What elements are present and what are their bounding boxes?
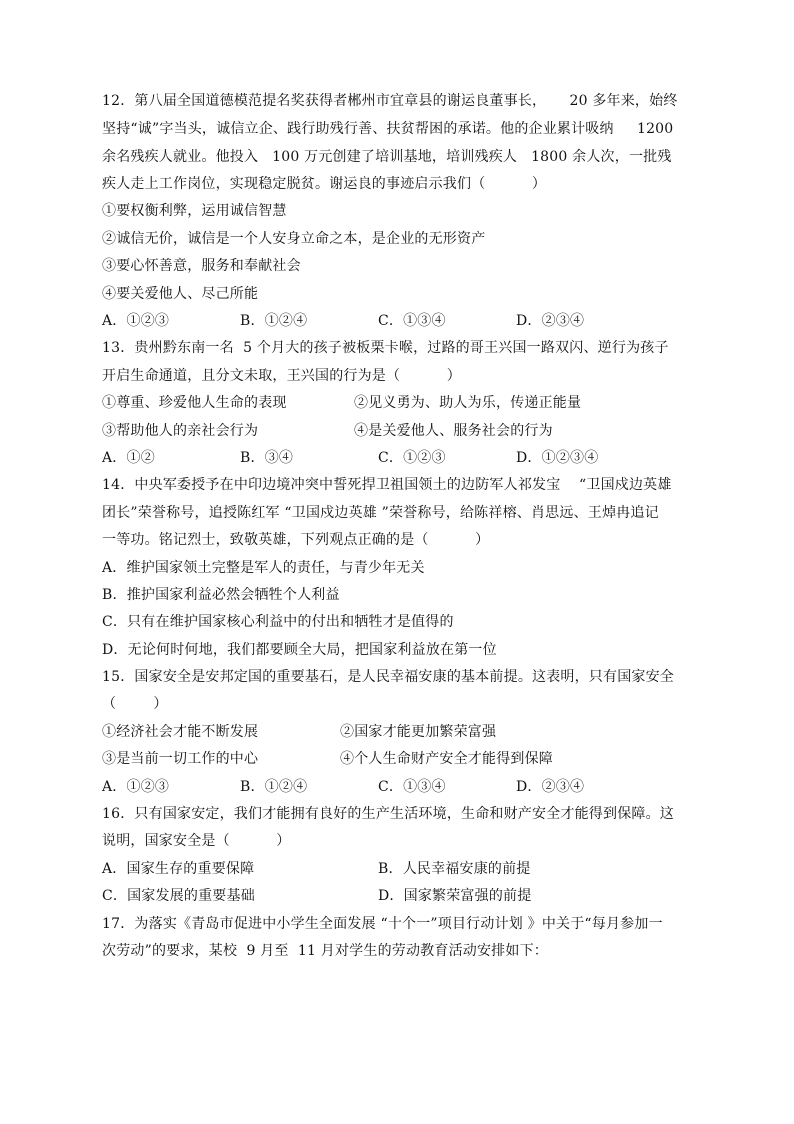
q12-line-4: 疾人走上工作岗位，实现稳定脱贫。谢运良的事迹启示我们（ ） xyxy=(102,176,547,192)
q13-option-d[interactable]: D．①②③④ xyxy=(516,450,599,466)
q15-line-1: 15．国家安全是安邦定国的重要基石，是人民幸福安康的基本前提。这表明，只有国家安全 xyxy=(102,669,675,685)
q12-line-1: 12．第八届全国道德模范提名奖获得者郴州市宜章县的谢运良董事长， 20 多年来，始终 xyxy=(102,93,678,109)
q17-line-2: 次劳动”的要求，某校 9 月至 11 月对学生的劳动教育活动安排如下： xyxy=(102,943,548,959)
q12-line-3: 余名残疾人就业。他投入 100 万元创建了培训基地，培训残疾人 1800 余人次，一批残 xyxy=(102,149,672,165)
q12-item-4: ④要关爱他人、尽己所能 xyxy=(102,286,259,302)
q13-option-b[interactable]: B．③④ xyxy=(240,450,294,466)
q14-line-2: 团长”荣誉称号，追授陈红军 “卫国戍边英雄 ”荣誉称号，给陈祥榕、肖思远、王焯冉追记 xyxy=(102,505,659,521)
q16-option-b[interactable]: B．人民幸福安康的前提 xyxy=(378,861,531,877)
q13-line-2: 开启生命通道，且分文未取，王兴国的行为是（ ） xyxy=(102,368,461,384)
q13-item-1: ①尊重、珍爱他人生命的表现 xyxy=(102,395,287,411)
q16-line-1: 16．只有国家安定，我们才能拥有良好的生产生活环境，生命和财产安全才能得到保障。这 xyxy=(102,806,675,822)
q12-option-d[interactable]: D．②③④ xyxy=(516,313,585,329)
q14-option-b[interactable]: B．推护国家利益必然会牺牲个人利益 xyxy=(102,587,340,603)
q17-line-1: 17．为落实《青岛市促进中小学生全面发展 “十个一”项目行动计划 》中关于“每月参加一 xyxy=(102,916,663,932)
q16-line-2: 说明，国家安全是（ ） xyxy=(102,833,291,849)
q13-line-1: 13．贵州黔东南一名 5 个月大的孩子被板栗卡喉，过路的哥王兴国一路双闪、逆行为孩子 xyxy=(102,340,669,356)
q12-line-2: 坚持“诚”字当头，诚信立企、践行助残行善、扶贫帮困的承诺。他的企业累计吸纳 1200 xyxy=(102,121,674,137)
q15-option-c[interactable]: C．①③④ xyxy=(378,779,446,795)
q15-option-d[interactable]: D．②③④ xyxy=(516,779,585,795)
q16-option-c[interactable]: C．国家发展的重要基础 xyxy=(102,888,255,904)
q15-item-2: ②国家才能更加繁荣富强 xyxy=(340,724,497,740)
q12-item-1: ①要权衡利弊，运用诚信智慧 xyxy=(102,203,287,219)
q12-option-b[interactable]: B．①②④ xyxy=(240,313,308,329)
q15-item-3: ③是当前一切工作的中心 xyxy=(102,751,259,767)
q15-item-4: ④个人生命财产安全才能得到保障 xyxy=(340,751,553,767)
q12-item-3: ③要心怀善意，服务和奉献社会 xyxy=(102,258,301,274)
q15-option-a[interactable]: A．①②③ xyxy=(102,779,170,795)
q12-option-a[interactable]: A．①②③ xyxy=(102,313,170,329)
q14-line-1: 14．中央军委授予在中印边境冲突中誓死捍卫祖国领土的边防军人祁发宝 “卫国戍边英雄 xyxy=(102,477,672,493)
q14-line-3: 一等功。铭记烈士，致敬英雄，下列观点正确的是（ ） xyxy=(102,532,490,548)
q15-option-b[interactable]: B．①②④ xyxy=(240,779,308,795)
q15-line-2: （ ） xyxy=(102,696,168,712)
q12-item-2: ②诚信无价，诚信是一个人安身立命之本，是企业的无形资产 xyxy=(102,231,486,247)
q12-option-c[interactable]: C．①③④ xyxy=(378,313,446,329)
q13-option-a[interactable]: A．①② xyxy=(102,450,155,466)
q14-option-d[interactable]: D．无论何时何地，我们都要顾全大局，把国家利益放在第一位 xyxy=(102,642,497,658)
q13-item-3: ③帮助他人的亲社会行为 xyxy=(102,423,259,439)
q13-item-2: ②见义勇为、助人为乐，传递正能量 xyxy=(354,395,582,411)
q13-item-4: ④是关爱他人、服务社会的行为 xyxy=(354,423,553,439)
q13-option-c[interactable]: C．①②③ xyxy=(378,450,446,466)
q14-option-c[interactable]: C．只有在维护国家核心利益中的付出和牺牲才是值得的 xyxy=(102,614,454,630)
q16-option-d[interactable]: D．国家繁荣富强的前提 xyxy=(378,888,532,904)
q15-item-1: ①经济社会才能不断发展 xyxy=(102,724,259,740)
q14-option-a[interactable]: A．维护国家领土完整是军人的责任，与青少年无关 xyxy=(102,560,425,576)
q16-option-a[interactable]: A．国家生存的重要保障 xyxy=(102,861,255,877)
